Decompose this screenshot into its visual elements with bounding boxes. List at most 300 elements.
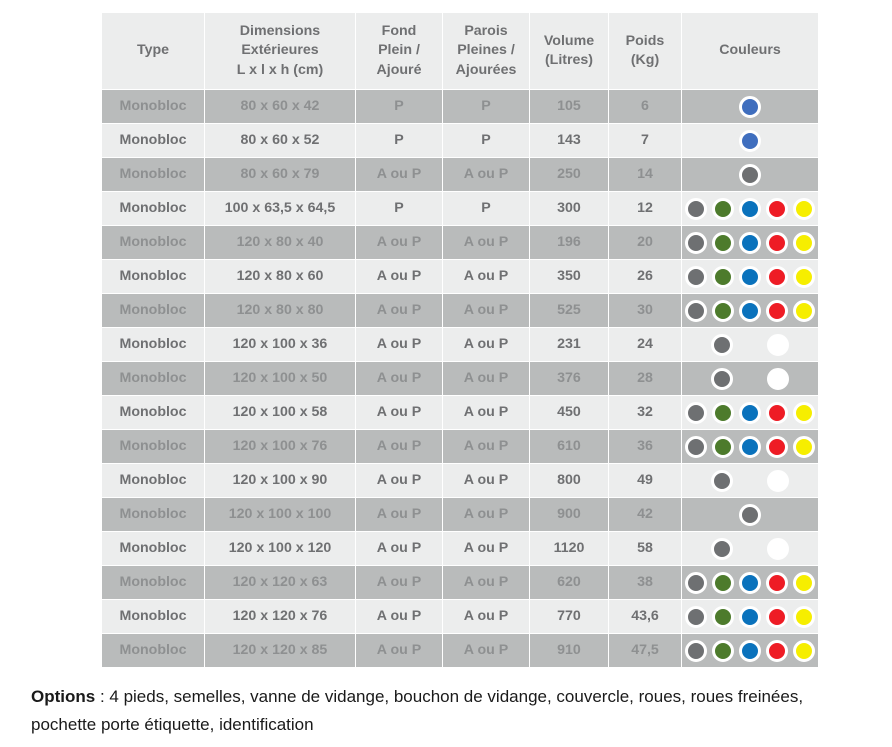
color-slot <box>764 230 790 256</box>
table-row <box>102 192 818 225</box>
color-slot <box>793 536 819 562</box>
color-swatch-empty <box>767 130 789 152</box>
color-swatch-white-icon <box>767 334 789 356</box>
cell-fond: A ou P <box>356 430 442 463</box>
cell-type: Monobloc <box>102 328 204 361</box>
cell-poids: 30 <box>609 294 681 327</box>
color-slot <box>709 536 735 562</box>
color-swatch-grey-icon <box>739 504 761 526</box>
cell-colors <box>682 430 818 463</box>
table-row <box>102 396 818 429</box>
color-slot <box>709 128 735 154</box>
color-swatch-grey-icon <box>685 572 707 594</box>
column-header-line: Type <box>136 42 170 59</box>
cell-fond: A ou P <box>356 566 442 599</box>
color-slot <box>681 366 707 392</box>
color-slot <box>709 502 735 528</box>
color-swatch-blue-icon <box>739 572 761 594</box>
cell-dim: 120 x 80 x 80 <box>205 294 355 327</box>
column-header-volume <box>530 13 608 89</box>
color-slot <box>765 536 791 562</box>
color-slot <box>737 400 763 426</box>
color-slot <box>710 434 736 460</box>
table-header-row <box>102 13 818 89</box>
column-header-line: Extérieures <box>241 42 319 59</box>
color-slot <box>737 332 763 358</box>
color-swatch-blue-icon <box>739 640 761 662</box>
color-swatch-empty <box>739 470 761 492</box>
color-slot <box>710 638 736 664</box>
column-header-line: L x l x h (cm) <box>236 61 324 78</box>
color-swatch-grey-icon <box>685 640 707 662</box>
table-row <box>102 362 818 395</box>
color-swatch-royalblue-icon <box>739 130 761 152</box>
column-header-line: (Kg) <box>630 52 660 68</box>
cell-colors <box>682 396 818 429</box>
cell-colors <box>682 260 818 293</box>
cell-fond: A ou P <box>356 362 442 395</box>
color-slot <box>683 230 709 256</box>
color-slot <box>737 128 763 154</box>
color-slot <box>737 638 763 664</box>
cell-poids: 20 <box>609 226 681 259</box>
color-swatch-empty <box>683 334 705 356</box>
cell-volume: 250 <box>530 158 608 191</box>
color-swatch-red-icon <box>766 266 788 288</box>
color-swatch-royalblue-icon <box>739 96 761 118</box>
color-slot <box>683 434 709 460</box>
column-header-line: Dimensions <box>239 23 321 40</box>
cell-type: Monobloc <box>102 192 204 225</box>
cell-type: Monobloc <box>102 294 204 327</box>
color-slot <box>793 366 819 392</box>
color-swatch-empty <box>795 504 817 526</box>
color-slot <box>737 162 763 188</box>
cell-dim: 120 x 120 x 76 <box>205 600 355 633</box>
color-slot <box>764 298 790 324</box>
color-swatch-yellow-icon <box>793 232 815 254</box>
spec-table-head <box>102 13 818 89</box>
color-swatch-grey-icon <box>711 368 733 390</box>
color-slot <box>737 468 763 494</box>
table-row <box>102 634 818 667</box>
cell-parois: A ou P <box>443 464 529 497</box>
color-slot <box>764 264 790 290</box>
color-slot <box>793 94 819 120</box>
cell-dim: 120 x 120 x 85 <box>205 634 355 667</box>
cell-parois: A ou P <box>443 226 529 259</box>
color-swatch-empty <box>767 96 789 118</box>
color-swatch-group <box>682 158 818 191</box>
color-swatch-green-icon <box>712 436 734 458</box>
color-swatch-group <box>682 532 818 565</box>
color-slot <box>791 434 817 460</box>
color-swatch-red-icon <box>766 402 788 424</box>
options-separator: : <box>95 687 110 706</box>
cell-poids: 12 <box>609 192 681 225</box>
cell-dim: 120 x 100 x 120 <box>205 532 355 565</box>
color-slot <box>793 332 819 358</box>
cell-colors <box>682 464 818 497</box>
cell-type: Monobloc <box>102 430 204 463</box>
table-row <box>102 430 818 463</box>
color-slot <box>737 230 763 256</box>
color-swatch-yellow-icon <box>793 436 815 458</box>
color-slot <box>681 502 707 528</box>
color-slot <box>710 400 736 426</box>
color-swatch-blue-icon <box>739 402 761 424</box>
color-slot <box>681 94 707 120</box>
cell-dim: 100 x 63,5 x 64,5 <box>205 192 355 225</box>
color-slot <box>764 400 790 426</box>
cell-fond: A ou P <box>356 464 442 497</box>
cell-volume: 300 <box>530 192 608 225</box>
cell-colors <box>682 566 818 599</box>
color-swatch-red-icon <box>766 436 788 458</box>
column-header-line: Poids <box>625 32 665 49</box>
color-swatch-blue-icon <box>739 266 761 288</box>
color-slot <box>683 264 709 290</box>
color-slot <box>681 162 707 188</box>
color-swatch-empty <box>683 470 705 492</box>
color-swatch-empty <box>711 130 733 152</box>
color-swatch-red-icon <box>766 606 788 628</box>
cell-parois: A ou P <box>443 430 529 463</box>
color-swatch-white-icon <box>767 470 789 492</box>
cell-dim: 120 x 100 x 58 <box>205 396 355 429</box>
cell-dim: 80 x 60 x 79 <box>205 158 355 191</box>
cell-type: Monobloc <box>102 362 204 395</box>
cell-dim: 120 x 100 x 76 <box>205 430 355 463</box>
color-swatch-empty <box>795 470 817 492</box>
cell-dim: 120 x 80 x 40 <box>205 226 355 259</box>
spec-table <box>101 12 819 668</box>
column-header-line: Ajouré <box>376 61 422 78</box>
cell-parois: A ou P <box>443 634 529 667</box>
color-swatch-empty <box>711 96 733 118</box>
cell-colors <box>682 158 818 191</box>
color-swatch-group <box>682 396 818 429</box>
options-note <box>31 683 871 738</box>
color-slot <box>765 94 791 120</box>
cell-dim: 120 x 100 x 100 <box>205 498 355 531</box>
color-slot <box>709 94 735 120</box>
cell-type: Monobloc <box>102 260 204 293</box>
column-header-line: Ajourées <box>455 61 517 78</box>
color-slot <box>765 128 791 154</box>
color-swatch-green-icon <box>712 606 734 628</box>
color-slot <box>793 128 819 154</box>
column-header-parois <box>443 13 529 89</box>
color-swatch-grey-icon <box>685 232 707 254</box>
color-slot <box>791 264 817 290</box>
color-swatch-grey-icon <box>739 164 761 186</box>
color-swatch-grey-icon <box>685 606 707 628</box>
color-swatch-group <box>682 192 818 225</box>
cell-colors <box>682 498 818 531</box>
color-swatch-group <box>682 124 818 157</box>
column-header-line: Plein / <box>378 42 420 59</box>
color-swatch-grey-icon <box>685 300 707 322</box>
column-header-line: Parois <box>464 23 508 40</box>
color-slot <box>791 230 817 256</box>
color-swatch-green-icon <box>712 232 734 254</box>
color-swatch-yellow-icon <box>793 266 815 288</box>
cell-type: Monobloc <box>102 634 204 667</box>
color-slot <box>683 638 709 664</box>
cell-poids: 14 <box>609 158 681 191</box>
color-slot <box>683 400 709 426</box>
column-header-line: Volume <box>543 32 595 49</box>
color-swatch-group <box>682 328 818 361</box>
color-slot <box>681 536 707 562</box>
table-row <box>102 226 818 259</box>
cell-fond: A ou P <box>356 158 442 191</box>
cell-fond: A ou P <box>356 260 442 293</box>
color-swatch-grey-icon <box>685 402 707 424</box>
color-swatch-grey-icon <box>685 436 707 458</box>
color-slot <box>765 468 791 494</box>
color-swatch-empty <box>739 368 761 390</box>
color-swatch-green-icon <box>712 402 734 424</box>
color-swatch-empty <box>767 164 789 186</box>
table-row <box>102 566 818 599</box>
color-slot <box>764 604 790 630</box>
cell-parois: P <box>443 90 529 123</box>
table-row <box>102 124 818 157</box>
color-slot <box>737 604 763 630</box>
cell-poids: 7 <box>609 124 681 157</box>
color-slot <box>764 570 790 596</box>
cell-poids: 38 <box>609 566 681 599</box>
color-swatch-empty <box>767 504 789 526</box>
color-swatch-grey-icon <box>685 198 707 220</box>
cell-colors <box>682 294 818 327</box>
cell-poids: 43,6 <box>609 600 681 633</box>
cell-volume: 376 <box>530 362 608 395</box>
cell-parois: A ou P <box>443 362 529 395</box>
table-row <box>102 158 818 191</box>
cell-volume: 610 <box>530 430 608 463</box>
cell-dim: 120 x 100 x 36 <box>205 328 355 361</box>
cell-type: Monobloc <box>102 532 204 565</box>
color-swatch-group <box>682 226 818 259</box>
color-swatch-empty <box>683 130 705 152</box>
cell-parois: A ou P <box>443 158 529 191</box>
color-slot <box>681 332 707 358</box>
color-slot <box>765 332 791 358</box>
color-swatch-empty <box>683 504 705 526</box>
color-slot <box>793 162 819 188</box>
cell-parois: A ou P <box>443 600 529 633</box>
color-swatch-group <box>682 294 818 327</box>
color-swatch-empty <box>739 538 761 560</box>
cell-parois: P <box>443 124 529 157</box>
color-swatch-green-icon <box>712 266 734 288</box>
cell-poids: 32 <box>609 396 681 429</box>
cell-dim: 120 x 80 x 60 <box>205 260 355 293</box>
column-header-dim <box>205 13 355 89</box>
cell-colors <box>682 362 818 395</box>
cell-type: Monobloc <box>102 226 204 259</box>
cell-type: Monobloc <box>102 396 204 429</box>
cell-fond: A ou P <box>356 294 442 327</box>
color-slot <box>709 366 735 392</box>
color-swatch-yellow-icon <box>793 402 815 424</box>
color-swatch-group <box>682 430 818 463</box>
color-slot <box>791 196 817 222</box>
cell-type: Monobloc <box>102 600 204 633</box>
color-slot <box>710 570 736 596</box>
color-swatch-red-icon <box>766 572 788 594</box>
color-swatch-empty <box>683 164 705 186</box>
color-slot <box>737 264 763 290</box>
color-slot <box>737 366 763 392</box>
color-swatch-red-icon <box>766 640 788 662</box>
color-swatch-group <box>682 600 818 633</box>
cell-fond: P <box>356 124 442 157</box>
color-slot <box>793 468 819 494</box>
cell-parois: A ou P <box>443 498 529 531</box>
cell-type: Monobloc <box>102 498 204 531</box>
color-slot <box>765 366 791 392</box>
color-swatch-yellow-icon <box>793 572 815 594</box>
color-swatch-empty <box>683 538 705 560</box>
color-swatch-empty <box>711 164 733 186</box>
cell-fond: P <box>356 90 442 123</box>
cell-volume: 1120 <box>530 532 608 565</box>
table-row <box>102 294 818 327</box>
cell-colors <box>682 192 818 225</box>
color-swatch-empty <box>795 164 817 186</box>
color-slot <box>764 434 790 460</box>
color-swatch-empty <box>795 96 817 118</box>
color-slot <box>764 638 790 664</box>
spec-table-container <box>101 12 813 668</box>
cell-volume: 143 <box>530 124 608 157</box>
cell-type: Monobloc <box>102 464 204 497</box>
color-swatch-yellow-icon <box>793 300 815 322</box>
color-slot <box>683 298 709 324</box>
color-slot <box>737 502 763 528</box>
color-swatch-blue-icon <box>739 232 761 254</box>
color-swatch-yellow-icon <box>793 606 815 628</box>
cell-colors <box>682 226 818 259</box>
color-swatch-grey-icon <box>711 334 733 356</box>
column-header-line: Pleines / <box>457 42 515 59</box>
color-slot <box>737 570 763 596</box>
column-header-fond <box>356 13 442 89</box>
color-swatch-white-icon <box>767 538 789 560</box>
cell-parois: A ou P <box>443 260 529 293</box>
color-slot <box>681 128 707 154</box>
options-label: Options <box>31 687 96 706</box>
color-swatch-red-icon <box>766 300 788 322</box>
color-slot <box>764 196 790 222</box>
table-row <box>102 464 818 497</box>
cell-volume: 231 <box>530 328 608 361</box>
color-swatch-group <box>682 634 818 667</box>
color-swatch-green-icon <box>712 572 734 594</box>
color-slot <box>683 604 709 630</box>
column-header-type <box>102 13 204 89</box>
cell-parois: A ou P <box>443 294 529 327</box>
color-slot <box>737 298 763 324</box>
color-swatch-empty <box>795 538 817 560</box>
color-swatch-yellow-icon <box>793 640 815 662</box>
cell-colors <box>682 124 818 157</box>
cell-type: Monobloc <box>102 566 204 599</box>
color-slot <box>737 536 763 562</box>
table-row <box>102 532 818 565</box>
table-row <box>102 600 818 633</box>
cell-poids: 36 <box>609 430 681 463</box>
color-slot <box>683 570 709 596</box>
color-swatch-blue-icon <box>739 300 761 322</box>
cell-colors <box>682 532 818 565</box>
color-slot <box>681 468 707 494</box>
column-header-line: Couleurs <box>719 42 781 59</box>
color-slot <box>793 502 819 528</box>
color-slot <box>710 196 736 222</box>
cell-fond: A ou P <box>356 328 442 361</box>
color-swatch-empty <box>795 334 817 356</box>
cell-fond: A ou P <box>356 634 442 667</box>
color-swatch-group <box>682 90 818 123</box>
color-swatch-empty <box>683 96 705 118</box>
cell-dim: 120 x 120 x 63 <box>205 566 355 599</box>
color-swatch-red-icon <box>766 198 788 220</box>
color-slot <box>791 604 817 630</box>
cell-fond: A ou P <box>356 532 442 565</box>
table-row <box>102 260 818 293</box>
cell-parois: A ou P <box>443 566 529 599</box>
color-swatch-group <box>682 260 818 293</box>
cell-dim: 80 x 60 x 52 <box>205 124 355 157</box>
cell-poids: 26 <box>609 260 681 293</box>
cell-volume: 196 <box>530 226 608 259</box>
color-slot <box>737 434 763 460</box>
color-slot <box>710 230 736 256</box>
color-swatch-green-icon <box>712 300 734 322</box>
color-swatch-group <box>682 362 818 395</box>
color-swatch-empty <box>683 368 705 390</box>
cell-volume: 105 <box>530 90 608 123</box>
cell-type: Monobloc <box>102 124 204 157</box>
color-slot <box>710 264 736 290</box>
color-swatch-blue-icon <box>739 198 761 220</box>
color-swatch-grey-icon <box>685 266 707 288</box>
color-swatch-group <box>682 464 818 497</box>
color-swatch-empty <box>711 504 733 526</box>
spec-table-body <box>102 90 818 667</box>
color-slot <box>737 94 763 120</box>
color-swatch-yellow-icon <box>793 198 815 220</box>
cell-type: Monobloc <box>102 158 204 191</box>
color-swatch-group <box>682 566 818 599</box>
cell-parois: A ou P <box>443 328 529 361</box>
color-swatch-group <box>682 498 818 531</box>
cell-volume: 900 <box>530 498 608 531</box>
color-slot <box>710 298 736 324</box>
color-swatch-empty <box>739 334 761 356</box>
color-slot <box>791 400 817 426</box>
table-row <box>102 498 818 531</box>
cell-poids: 47,5 <box>609 634 681 667</box>
color-slot <box>709 162 735 188</box>
cell-volume: 770 <box>530 600 608 633</box>
cell-dim: 120 x 100 x 90 <box>205 464 355 497</box>
